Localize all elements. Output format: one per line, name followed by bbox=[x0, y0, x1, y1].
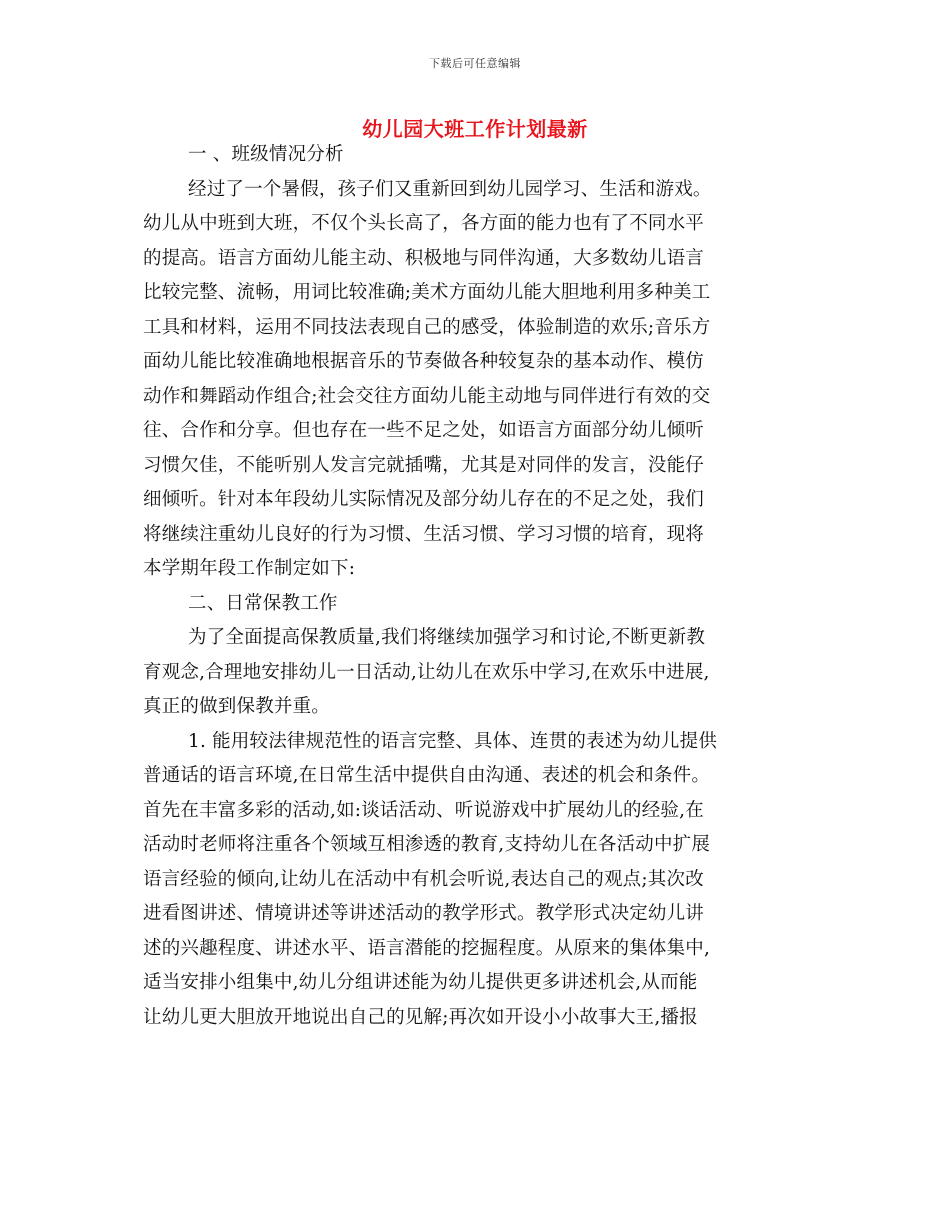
text-line: 语言经验的倾向,让幼儿在活动中有机会听说,表达自己的观点;其次改 bbox=[143, 868, 704, 890]
text-line: 活动时老师将注重各个领域互相渗透的教育,支持幼儿在各活动中扩展 bbox=[143, 834, 711, 855]
document-body bbox=[143, 138, 808, 1035]
text-line: 本学期年段工作制定如下: bbox=[143, 558, 356, 579]
text-line: 普通话的语言环境,在日常生活中提供自由沟通、表述的机会和条件。 bbox=[143, 765, 711, 786]
text-line: 面幼儿能比较准确地根据音乐的节奏做各种较复杂的基本动作、模仿 bbox=[143, 351, 705, 372]
text-line: 幼儿从中班到大班，不仅个头长高了，各方面的能力也有了不同水平 bbox=[143, 213, 705, 234]
text-line: 为了全面提高保教质量,我们将继续加强学习和讨论,不断更新教 bbox=[188, 627, 706, 648]
text-line: 比较完整、流畅，用词比较准确;美术方面幼儿能大胆地利用多种美工 bbox=[143, 282, 711, 303]
text-line: 适当安排小组集中,幼儿分组讲述能为幼儿提供更多讲述机会,从而能 bbox=[143, 972, 698, 993]
text-line: 细倾听。针对本年段幼儿实际情况及部分幼儿存在的不足之处，我们 bbox=[143, 489, 705, 510]
text-line: 1. 能用较法律规范性的语言完整、具体、连贯的表述为幼儿提供 bbox=[188, 730, 718, 752]
text-line: 习惯欠佳，不能听别人发言完就插嘴，尤其是对同伴的发言，没能仔 bbox=[143, 454, 705, 476]
text-line: 进看图讲述、情境讲述等讲述活动的教学形式。教学形式决定幼儿讲 bbox=[143, 903, 705, 924]
text-line: 首先在丰富多彩的活动,如:谈话活动、听说游戏中扩展幼儿的经验,在 bbox=[143, 799, 704, 821]
text-line: 让幼儿更大胆放开地说出自己的见解;再次如开设小小故事大王,播报 bbox=[143, 1006, 698, 1028]
text-line: 述的兴趣程度、讲述水平、语言潜能的挖掘程度。从原来的集体集中, bbox=[143, 937, 711, 959]
document-title: 幼儿园大班工作计划最新 bbox=[362, 117, 588, 141]
text-line: 经过了一个暑假，孩子们又重新回到幼儿园学习、生活和游戏。 bbox=[188, 178, 712, 200]
text-line: 的提高。语言方面幼儿能主动、积极地与同伴沟通，大多数幼儿语言 bbox=[143, 247, 705, 269]
text-line: 工具和材料，运用不同技法表现自己的感受，体验制造的欢乐;音乐方 bbox=[143, 316, 711, 338]
text-line: 将继续注重幼儿良好的行为习惯、生活习惯、学习习惯的培育，现将 bbox=[143, 523, 705, 545]
text-line: 育观念,合理地安排幼儿一日活动,让幼儿在欢乐中学习,在欢乐中进展, bbox=[143, 661, 710, 683]
text-line: 往、合作和分享。但也存在一些不足之处，如语言方面部分幼儿倾听 bbox=[143, 420, 705, 441]
text-line: 二、日常保教工作 bbox=[188, 592, 338, 614]
text-line: 真正的做到保教并重。 bbox=[143, 696, 331, 717]
text-line: 一 、班级情况分析 bbox=[188, 144, 344, 165]
text-line: 动作和舞蹈动作组合;社会交往方面幼儿能主动地与同伴进行有效的交 bbox=[143, 385, 711, 407]
header-note: 下载后可任意编辑 bbox=[429, 57, 521, 70]
